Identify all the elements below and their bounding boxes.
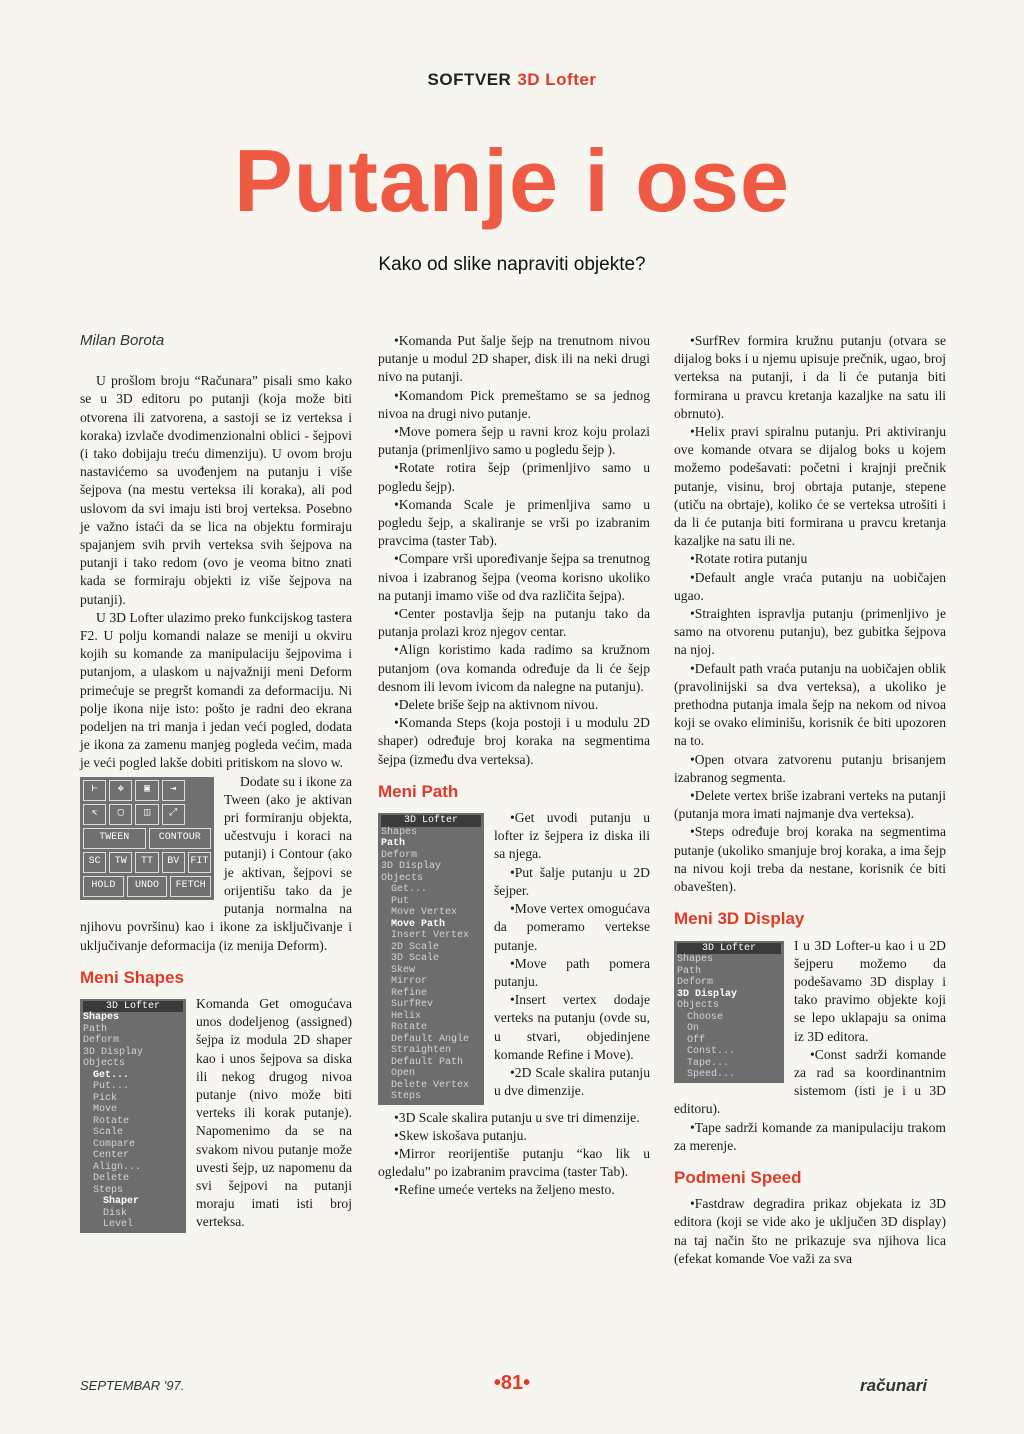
- sc-button: SC: [83, 852, 106, 873]
- zoom-in-icon: ↸: [83, 804, 106, 825]
- bullet-paragraph: • Const sadrži komande za rad sa koordinantnim sistemom (isti je i u 3D editoru).: [674, 1046, 946, 1119]
- magazine-name: računari: [860, 1376, 928, 1395]
- menu-item: Deform: [83, 1035, 120, 1047]
- menu-item: Shapes: [677, 954, 714, 965]
- menu-item: SurfRev: [391, 999, 434, 1011]
- menu-path: [378, 813, 484, 1105]
- menu-item: Insert Vertex: [391, 930, 470, 942]
- menu-item: Path: [381, 838, 406, 850]
- bv-button: BV: [162, 852, 185, 873]
- pan-icon: ⇥: [162, 780, 185, 801]
- menu-item: Put...: [93, 1081, 130, 1093]
- menu-item: Delete: [93, 1173, 130, 1185]
- bullet-paragraph: • Komanda Scale je primenljiva samo u pogledu šejp, a skaliranje se vrši po izabranim pravcima (taster Tab).: [378, 496, 650, 551]
- bullet-paragraph: • Open otvara zatvorenu putanju brisanjem izabranog segmenta.: [674, 751, 946, 787]
- bullet-paragraph: • Put šalje putanju u 2D šejper.: [378, 864, 650, 900]
- bullet-paragraph: • Move path pomera putanju.: [378, 955, 650, 991]
- menu-item: Steps: [391, 1091, 422, 1103]
- menu-header: 3D Lofter: [381, 815, 481, 827]
- fit-button: FIT: [188, 852, 211, 873]
- menu-item: Align...: [93, 1161, 142, 1173]
- page-number: •81•: [493, 1372, 531, 1394]
- tt-button: TT: [135, 852, 158, 873]
- bullet-paragraph: • Fastdraw degradira prikaz objekata iz 3D editora (koji se vide ako je uključen 3D display) na taj način što ne prikazuje sva njihova lica (efekat komande Voe važi za sva: [674, 1195, 946, 1268]
- bullet-paragraph: • Tape sadrži komande za manipulaciju trakom za merenje.: [674, 1119, 946, 1155]
- menu-item: On: [687, 1023, 700, 1034]
- menu-item: Default Path: [391, 1056, 464, 1068]
- heading-meni-shapes: Meni Shapes: [80, 967, 184, 987]
- button-row: [83, 828, 211, 849]
- menu-item: Mirror: [391, 976, 428, 988]
- bullet-paragraph: • Steps određuje broj koraka na segmentima putanje (ukoliko smanjuje broj koraka, a ima šejp na nivou koji treba da nestane, korisnik će biti obavešten).: [674, 823, 946, 896]
- menu-item: Shapes: [381, 826, 418, 838]
- column-3: [674, 332, 946, 1268]
- heading-meni-path: Meni Path: [378, 781, 459, 801]
- hold-button: HOLD: [83, 876, 124, 897]
- bullet-paragraph: • 2D Scale skalira putanju u dve dimenzije.: [378, 1064, 650, 1100]
- menu-item: Helix: [391, 1010, 422, 1022]
- bullet-paragraph: • Default path vraća putanju na uobičajen oblik (pravolinijski sa dva verteksa), a ukoliko je prethodna putanja imala šejp na nekom od nivoa koji se ovako eliminišu, korisnik će biti upozoren na to.: [674, 660, 946, 751]
- column-1: [80, 332, 352, 1237]
- article-subtitle: Kako od slike napraviti objekte?: [378, 254, 646, 275]
- menu-item: Path: [677, 965, 702, 977]
- menu-item: 3D Display: [83, 1046, 144, 1058]
- bullet-paragraph: • Align koristimo kada radimo sa kružnom putanjom (ova komanda određuje da li će šejp desnom ili levom ivicom da nalegne na putanju).: [378, 641, 650, 696]
- bullet-paragraph: • Helix pravi spiralnu putanju. Pri aktiviranju ove komande otvara se dijalog boks u kojem možemo podešavati: početni i krajnji prečnik putanje, visinu, broj obrtaja putanje, stepene (utiču na obrtaje), koliko će se verteksa utrošiti i da li će putanja biti formirana u pravcu kretanja kazaljke na satu ili ne.: [674, 423, 946, 550]
- zoom-extents-icon: ⤢: [162, 804, 185, 825]
- menu-item: Open: [391, 1068, 416, 1080]
- menu-item: Objects: [83, 1058, 126, 1070]
- button-row: [83, 852, 211, 873]
- column-2: [378, 332, 650, 1200]
- view-swap-icon: ▢: [109, 804, 132, 825]
- menu-item: Disk: [103, 1207, 128, 1219]
- menu-item: 2D Scale: [391, 941, 440, 953]
- menu-item: 3D Display: [381, 861, 442, 873]
- menu-header: 3D Lofter: [677, 943, 781, 955]
- author: Milan Borota: [80, 332, 165, 349]
- bullet-paragraph: • Center postavlja šejp na putanju tako da putanja prolazi kroz njegov centar.: [378, 605, 650, 641]
- menu-item: Get...: [391, 884, 428, 896]
- menu-item: Get...: [93, 1069, 130, 1081]
- heading-meni-3d-display: Meni 3D Display: [674, 909, 805, 929]
- bullet-paragraph: • Move vertex omogućava da pomeramo vertekse putanje.: [378, 900, 650, 955]
- menu-item: Tape...: [687, 1057, 730, 1069]
- bullet-paragraph: • 3D Scale skalira putanju u sve tri dimenzije.: [378, 1109, 650, 1127]
- menu-item: Speed...: [687, 1069, 736, 1080]
- paragraph: U 3D Lofter ulazimo preko funkcijskog tastera F2. U polju komandi nalaze se meniji u okviru kojih su komande za manipulaciju šejpovima i putanjom, a ulaskom u najvažniji meni Deform primećuje se pregršt komandi za deformaciju. Ni polje ikona nije isto: pošto je radni deo ekrana podeljen na tri manja i jedan veći pogled, dodata je ikona za zamenu manjeg pogleda većim, mada je veći pogled lakše dobiti pritiskom na slovo w.: [80, 609, 352, 771]
- menu-item: Center: [93, 1150, 130, 1162]
- menu-item: Rotate: [93, 1115, 130, 1127]
- section-subsection: 3D Lofter: [517, 70, 597, 89]
- 3d-box-icon: ◫: [135, 804, 158, 825]
- bullet-paragraph: • Default angle vraća putanju na uobičajen ugao.: [674, 569, 946, 605]
- contour-button: CONTOUR: [149, 828, 212, 849]
- menu-item: Move: [93, 1104, 118, 1116]
- menu-item: Objects: [677, 1000, 720, 1011]
- menu-item: Scale: [93, 1127, 124, 1139]
- bullet-paragraph: • Delete vertex briše izabrani verteks na putanji (putanja mora imati najmanje dva verteksa).: [674, 787, 946, 823]
- menu-item: Steps: [93, 1184, 124, 1196]
- bullet-paragraph: • Mirror reorijentiše putanju “kao lik u ogledalu” po izabranim pravcima (taster Tab).: [378, 1145, 650, 1181]
- menu-item: 3D Scale: [391, 953, 440, 965]
- button-row: [83, 876, 211, 897]
- bullet-paragraph: • Refine umeće verteks na željeno mesto.: [378, 1181, 650, 1199]
- section-name: SOFTVER: [427, 70, 512, 89]
- menu-item: Move Vertex: [391, 907, 458, 919]
- paragraph: I u 3D Lofter-u kao i u 2D šejperu možemo da podešavamo 3D display i tako pravimo objekte koji se lepo uklapaju sa onima iz 3D editora.: [794, 937, 946, 1044]
- menu-item: Const...: [687, 1046, 736, 1057]
- bullet-paragraph: • SurfRev formira kružnu putanju (otvara se dijalog boks i u njemu upisuje prečnik, ugao, broj verteksa na putanji, i da li će putanja biti formirana u pravcu kretanja kazaljke na satu ili obrnuto).: [674, 332, 946, 423]
- menu-item: Default Angle: [391, 1033, 470, 1045]
- menu-item: Straighten: [391, 1045, 452, 1057]
- menu-item: Rotate: [391, 1022, 428, 1034]
- tween-button: TWEEN: [83, 828, 146, 849]
- menu-item: Shaper: [103, 1196, 140, 1208]
- move-icon: ✥: [109, 780, 132, 801]
- undo-button: UNDO: [127, 876, 168, 897]
- menu-3d-display: [674, 941, 784, 1083]
- menu-item: Off: [687, 1034, 706, 1046]
- menu-item: 3D Display: [677, 988, 738, 1000]
- paragraph: U prošlom broju “Računara” pisali smo kako se u 3D editoru po putanji (koja može biti otvorena ili zatvorena, a sastoji se iz verteksa i koraka) izvlače dvodimenzionalni oblici - šejpovi (i tako dobijaju treću dimenziju). U ovom broju nastavićemo sa uvođenjem na putanju i više šejpova (na mestu verteksa ili koraka), ali pod uslovom da svi imaju isti broj verteksa. Posebno je važno istaći da se lica na objektu formiraju spajanjem svih prvih verteksa svih šejpova na putanji i tako redom (ovo je veoma bitno znati kada se formiraju objekti iz više šejpova na putanji).: [80, 373, 352, 607]
- menu-item: Move Path: [391, 918, 446, 930]
- menu-item: Objects: [381, 872, 424, 884]
- zoom-window-icon: ▣: [135, 780, 158, 801]
- bullet-paragraph: • Move pomera šejp u ravni kroz koju prolazi putanja (primenljivo samo u pogledu šejp ).: [378, 423, 650, 459]
- paragraph: Komanda Get omogućava unos dodeljenog (assigned) šejpa iz modula 2D shaper kao i unos šejpova sa diska ili nekog drugog nivoa putanje (nivo može biti verteks ili korak putanje). Napomenimo da se na svakom nivou putanje može uvesti šejp, uz napomenu da svi šejpovi na putanji moraju imati isti broj verteksa.: [196, 995, 352, 1230]
- section-header: [0, 70, 1024, 90]
- bullet-paragraph: • Rotate rotira šejp (primenljivo samo u pogledu šejp).: [378, 459, 650, 495]
- menu-item: Pick: [93, 1092, 118, 1104]
- menu-shapes: [80, 999, 186, 1233]
- menu-item: Level: [103, 1219, 134, 1231]
- icon-panel: [80, 777, 214, 900]
- axis-icon: ⊢: [83, 780, 106, 801]
- tw-button: TW: [109, 852, 132, 873]
- menu-item: Path: [83, 1023, 108, 1035]
- bullet-paragraph: • Straighten ispravlja putanju (primenljivo je samo na otvorenu putanju), bez gubitka šejpova na njoj.: [674, 605, 946, 660]
- footer-date: SEPTEMBAR '97.: [80, 1378, 185, 1393]
- bullet-paragraph: • Rotate rotira putanju: [674, 550, 946, 568]
- menu-item: Compare: [93, 1138, 136, 1150]
- menu-item: Shapes: [83, 1012, 120, 1024]
- heading-podmeni-speed: Podmeni Speed: [674, 1167, 802, 1187]
- menu-header: 3D Lofter: [83, 1001, 183, 1013]
- bullet-paragraph: • Delete briše šejp na aktivnom nivou.: [378, 696, 650, 714]
- menu-item: Skew: [391, 964, 416, 976]
- article-title: Putanje i ose: [234, 131, 790, 230]
- bullet-paragraph: • Compare vrši upoređivanje šejpa sa trenutnog nivoa i izabranog šejpa (veoma korisno ukoliko na putanji imamo više od dva različita šejpa).: [378, 550, 650, 605]
- menu-item: Refine: [391, 987, 428, 999]
- bullet-paragraph: • Get uvodi putanju u lofter iz šejpera iz diska ili sa njega.: [378, 809, 650, 864]
- bullet-paragraph: • Insert vertex dodaje verteks na putanju (ovde su, u stvari, objedinjene komande Refine i Move).: [378, 991, 650, 1064]
- menu-item: Deform: [677, 977, 714, 988]
- paragraph: Dodate su i ikone za Tween (ako je aktivan pri formiranju objekta, učestvuju i koraci na putanji) i Contour (ako je aktivan, šejpovi se orijentišu tako da je putanja normalna na njihovu površinu) kao i ikone za isključivanje i uključivanje deformacija (iz menija Deform).: [80, 773, 352, 953]
- bullet-paragraph: • Komanda Put šalje šejp na trenutnom nivou putanje u modul 2D shaper, disk ili na neki drugi nivo na putanji.: [378, 332, 650, 387]
- menu-item: Deform: [381, 849, 418, 861]
- fetch-button: FETCH: [170, 876, 211, 897]
- menu-item: Put: [391, 895, 410, 907]
- bullet-paragraph: • Komanda Steps (koja postoji i u modulu 2D shaper) određuje broj koraka na segmentima šejpa (između dva verteksa).: [378, 714, 650, 769]
- menu-item: Delete Vertex: [391, 1079, 470, 1091]
- bullet-paragraph: • Komandom Pick premeštamo se sa jednog nivoa na drugi nivo putanje.: [378, 387, 650, 423]
- menu-item: Choose: [687, 1011, 724, 1023]
- bullet-paragraph: • Skew iskošava putanju.: [378, 1127, 650, 1145]
